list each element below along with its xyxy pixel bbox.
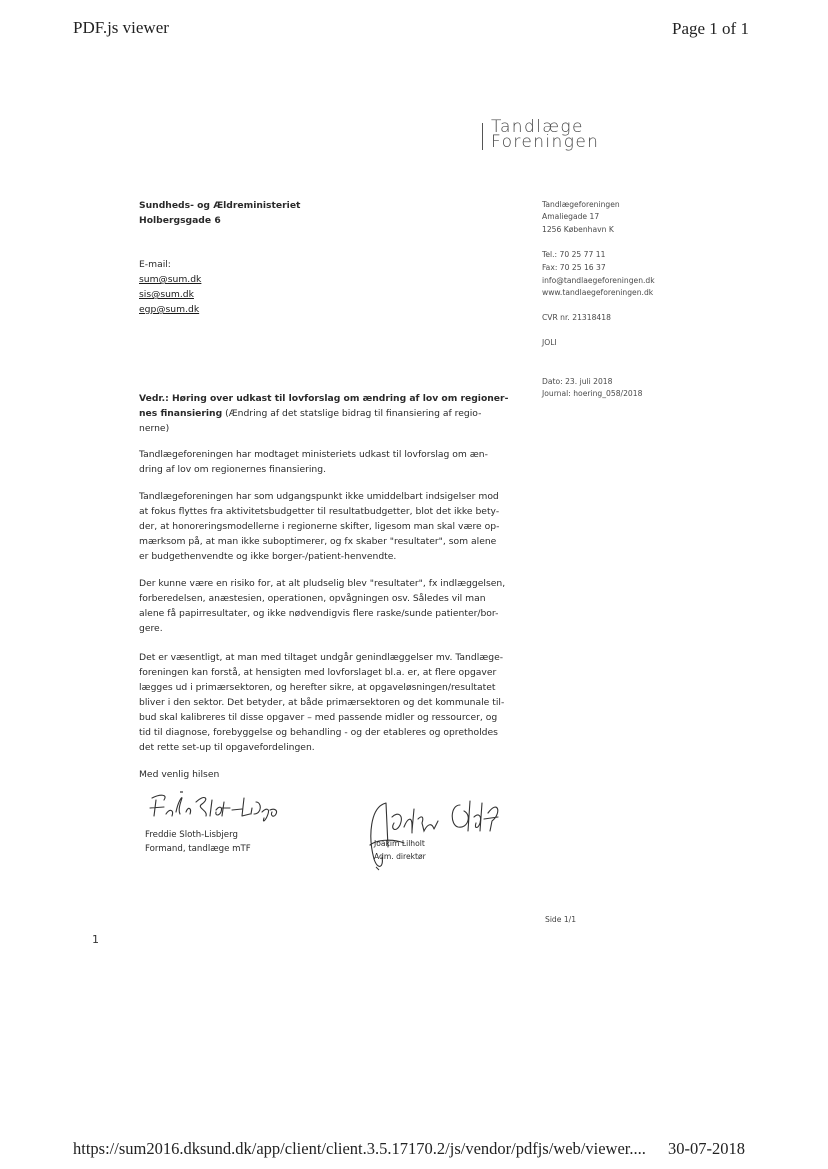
journal-number: Journal: hoering_058/2018 <box>542 389 643 398</box>
page-label: Side 1/1 <box>545 915 577 924</box>
paragraph-2-line5: er budgethenvendte og ikke borger-/patient-henvendte. <box>139 551 397 562</box>
subject-line2-bold: nes finansiering <box>139 408 223 419</box>
paragraph-2-line2: at fokus flyttes fra aktivitetsbudgetter til resultatbudgetter, blot det ikke bety- <box>139 506 500 517</box>
paragraph-4-line7: det rette set-up til opgavefordelingen. <box>139 742 315 753</box>
footer-url: https://sum2016.dksund.dk/app/client/client.3.5.17170.2/js/vendor/pdfjs/web/viewer.... <box>73 1139 646 1158</box>
subject-line1: Vedr.: Høring over udkast til lovforslag om ændring af lov om regioner- <box>139 393 509 404</box>
page-indicator: Page 1 of 1 <box>672 19 749 38</box>
email-link-sis[interactable]: sis@sum.dk <box>139 289 194 300</box>
logo-bar <box>482 123 483 150</box>
subject-line2 <box>139 406 519 421</box>
logo-line2: Foreningen <box>491 132 600 152</box>
sender-web: www.tandlaegeforeningen.dk <box>542 288 654 297</box>
page-number: 1 <box>92 933 99 946</box>
viewer-title: PDF.js viewer <box>73 18 169 37</box>
subject-line3: nerne) <box>139 423 170 434</box>
sender-initials: JOLI <box>542 338 557 347</box>
signatory-2-title: Adm. direktør <box>374 852 426 861</box>
sender-tel: Tel.: 70 25 77 11 <box>542 250 606 259</box>
paragraph-4-line4: bliver i den sektor. Det betyder, at både primærsektoren og det kommunale til- <box>139 697 505 708</box>
email-link-egp[interactable]: egp@sum.dk <box>139 304 200 315</box>
sender-email: info@tandlaegeforeningen.dk <box>542 276 655 285</box>
closing-greeting: Med venlig hilsen <box>139 769 220 780</box>
logo-line1: Tandlæge <box>491 117 584 137</box>
paragraph-2-line4: mærksom på, at man ikke suboptimerer, og fx skaber "resultater", som alene <box>139 536 497 547</box>
sender-city: 1256 København K <box>542 225 614 234</box>
paragraph-3-line2: forberedelsen, anæstesien, operationen, opvågningen osv. Således vil man <box>139 593 486 604</box>
paragraph-2-line3: der, at honoreringsmodellerne i regionerne skifter, ligesom man skal være op- <box>139 521 500 532</box>
recipient-name: Sundheds- og Ældreministeriet <box>139 200 301 211</box>
paragraph-1-line1: Tandlægeforeningen har modtaget ministeriets udkast til lovforslag om æn- <box>139 449 488 460</box>
sender-cvr: CVR nr. 21318418 <box>542 313 611 322</box>
sender-fax: Fax: 70 25 16 37 <box>542 263 606 272</box>
signature-freddie <box>146 788 286 824</box>
sender-street: Amaliegade 17 <box>542 212 600 221</box>
sender-org: Tandlægeforeningen <box>542 200 620 209</box>
paragraph-4-line1: Det er væsentligt, at man med tiltaget undgår genindlæggelser mv. Tandlæge- <box>139 652 504 663</box>
signatory-1-name: Freddie Sloth-Lisbjerg <box>145 830 238 840</box>
email-label: E-mail: <box>139 259 171 270</box>
subject-line2-rest: (Ændring af det statslige bidrag til finansiering af regio- <box>222 408 482 419</box>
paragraph-4-line3: lægges ud i primærsektoren, og herefter sikre, at opgaveløsningen/resultatet <box>139 682 496 693</box>
paragraph-3-line4: gere. <box>139 623 163 634</box>
recipient-street: Holbergsgade 6 <box>139 215 221 226</box>
paragraph-3-line1: Der kunne være en risiko for, at alt pludselig blev "resultater", fx indlæggelsen, <box>139 578 506 589</box>
paragraph-3-line3: alene få papirresultater, og ikke nødvendigvis flere raske/sunde patienter/bor- <box>139 608 499 619</box>
email-link-sum[interactable]: sum@sum.dk <box>139 274 202 285</box>
signatory-2-name: Joakim Lilholt <box>374 839 425 848</box>
footer-date: 30-07-2018 <box>668 1139 745 1158</box>
letter-date: Dato: 23. juli 2018 <box>542 377 613 386</box>
paragraph-2-line1: Tandlægeforeningen har som udgangspunkt ikke umiddelbart indsigelser mod <box>139 491 499 502</box>
signatory-1-title: Formand, tandlæge mTF <box>145 844 251 854</box>
paragraph-4-line6: tid til diagnose, forebyggelse og behandling - og der etableres og opretholdes <box>139 727 498 738</box>
paragraph-4-line5: bud skal kalibreres til disse opgaver – med passende midler og ressourcer, og <box>139 712 498 723</box>
paragraph-4-line2: foreningen kan forstå, at hensigten med lovforslaget bl.a. er, at flere opgaver <box>139 667 497 678</box>
paragraph-1-line2: dring af lov om regionernes finansiering. <box>139 464 327 475</box>
